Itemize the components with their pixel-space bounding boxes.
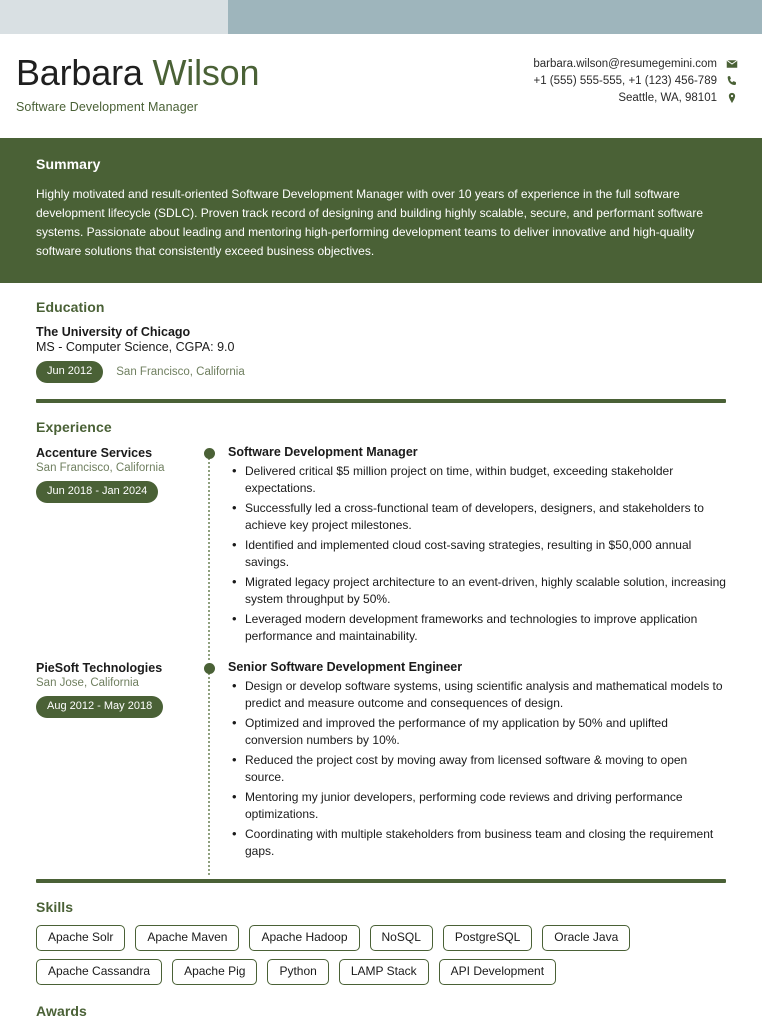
education-degree: MS - Computer Science, CGPA: 9.0: [36, 340, 235, 354]
phone-icon: [726, 75, 738, 87]
experience-bullet: • Identified and implemented cloud cost-saving strategies, resulting in $50,000 annual savings.: [228, 537, 726, 571]
contact-email-row[interactable]: [533, 58, 738, 70]
skill-pill: Apache Maven: [135, 925, 239, 951]
experience-company: PieSoft Technologies: [36, 661, 163, 675]
contact-phone-row[interactable]: [534, 75, 739, 87]
education-meta: [36, 361, 726, 383]
skill-pill: Apache Pig: [172, 959, 257, 985]
timeline-dot-icon: [204, 448, 215, 459]
education-location: San Francisco, California: [116, 366, 245, 378]
experience-timeline: [196, 445, 222, 648]
experience-location: San Francisco, California: [36, 462, 165, 474]
awards-heading: Awards: [36, 1003, 87, 1019]
skills-row: [36, 959, 726, 985]
experience-entry-right: [222, 660, 726, 863]
skill-pill: NoSQL: [370, 925, 433, 951]
topbar-right-block: [228, 0, 762, 34]
first-name: Barbara: [16, 52, 143, 93]
experience-location: San Jose, California: [36, 677, 139, 689]
education-date-badge: Jun 2012: [36, 361, 103, 383]
experience-bullet: • Delivered critical $5 million project on time, within budget, exceeding stakeholder expectations.: [228, 463, 726, 497]
timeline-line: [208, 668, 210, 875]
education-entry: [36, 325, 726, 383]
summary-heading: Summary: [36, 156, 101, 172]
contact-email-value: barbara.wilson@resumegemini.com: [533, 58, 717, 70]
experience-bullet: • Mentoring my junior developers, performing code reviews and driving performance optimizations.: [228, 789, 726, 823]
experience-bullet: • Reduced the project cost by moving away from licensed software & moving to open source.: [228, 752, 726, 786]
skill-pill: LAMP Stack: [339, 959, 429, 985]
email-icon: [726, 58, 738, 70]
identity-block: [14, 52, 259, 114]
skill-pill: Apache Cassandra: [36, 959, 162, 985]
education-heading: Education: [36, 299, 105, 315]
skills-heading: Skills: [36, 899, 74, 915]
location-icon: [726, 92, 738, 104]
contact-location-value: Seattle, WA, 98101: [618, 92, 717, 104]
education-institution: The University of Chicago: [36, 325, 191, 339]
candidate-name: [16, 52, 259, 94]
experience-company: Accenture Services: [36, 446, 153, 460]
topbar-left-block: [0, 0, 228, 34]
experience-bullet: • Optimized and improved the performance of my application by 50% and uplifted conversion numbers by 10%.: [228, 715, 726, 749]
experience-entry: [36, 660, 726, 863]
experience-timeline: [196, 660, 222, 863]
experience-entry: [36, 445, 726, 648]
skill-pill: Apache Solr: [36, 925, 125, 951]
skill-pill: Oracle Java: [542, 925, 630, 951]
awards-section: [36, 985, 726, 1019]
education-section: [36, 283, 726, 403]
top-decorative-bar: [0, 0, 762, 34]
experience-entry-left: [36, 445, 196, 503]
experience-date-badge: Jun 2018 - Jan 2024: [36, 481, 158, 503]
skill-pill: API Development: [439, 959, 556, 985]
skill-pill: PostgreSQL: [443, 925, 532, 951]
skill-pill: Python: [267, 959, 328, 985]
contact-phone-value: +1 (555) 555-555, +1 (123) 456-789: [533, 75, 717, 87]
skills-list: [36, 925, 726, 985]
skills-row: [36, 925, 726, 951]
contact-location-row[interactable]: [618, 92, 738, 104]
experience-role: Senior Software Development Engineer: [228, 660, 463, 674]
contact-block: [533, 52, 738, 104]
experience-bullet: • Design or develop software systems, using scientific analysis and mathematical models to predict and measure outcome and consequences of design.: [228, 678, 726, 712]
experience-bullet: • Leveraged modern development frameworks and technologies to improve application performance and maintainability.: [228, 611, 726, 645]
experience-bullet-list: [228, 463, 726, 645]
experience-bullet: • Successfully led a cross-functional team of developers, designers, and stakeholders to achieve key project milestones.: [228, 500, 726, 534]
experience-bullet: • Migrated legacy project architecture to an event-driven, highly scalable solution, increasing system throughput by 50%.: [228, 574, 726, 608]
summary-text: Highly motivated and result-oriented Software Development Manager with over 10 years of experience in the full software development lifecycle (SDLC). Proven track record of designing and building highly scalable, secure, and performant software systems. Passionate about leading and mentoring high-performing development teams to deliver innovative and high-quality software solutions that consistently exceed business objectives.: [36, 187, 704, 258]
timeline-line: [208, 453, 210, 660]
experience-date-badge: Aug 2012 - May 2018: [36, 696, 163, 718]
resume-body: [0, 283, 762, 1019]
experience-role: Software Development Manager: [228, 445, 418, 459]
resume-header: [0, 34, 762, 138]
experience-entry-right: [222, 445, 726, 648]
last-name: Wilson: [152, 52, 260, 93]
experience-entry-left: [36, 660, 196, 718]
experience-bullet-list: [228, 678, 726, 860]
experience-bullet: • Coordinating with multiple stakeholders from business team and closing the requirement gaps.: [228, 826, 726, 860]
experience-heading: Experience: [36, 419, 112, 435]
summary-section: [0, 138, 762, 283]
experience-section: [36, 403, 726, 883]
job-title: Software Development Manager: [16, 100, 199, 114]
skill-pill: Apache Hadoop: [249, 925, 359, 951]
skills-section: [36, 883, 726, 985]
timeline-dot-icon: [204, 663, 215, 674]
